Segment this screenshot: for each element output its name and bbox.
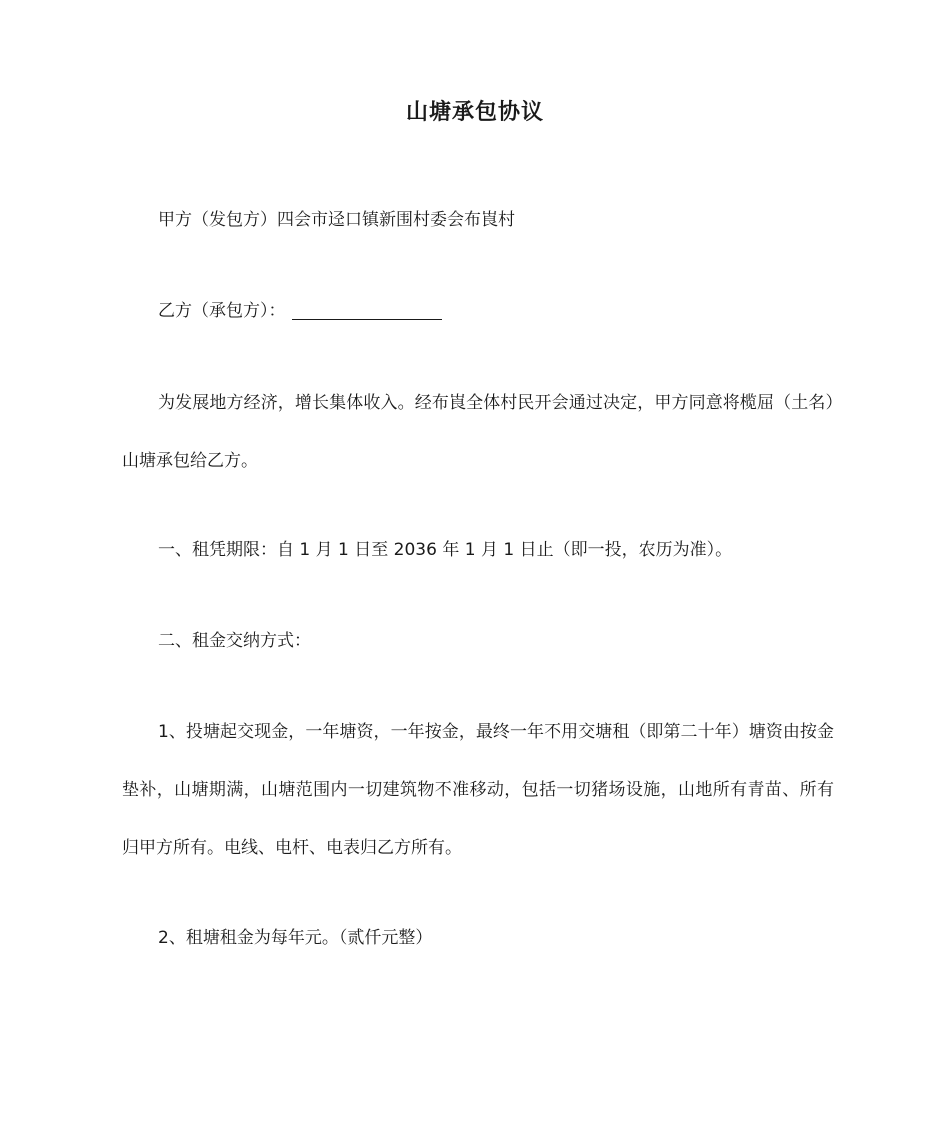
document-title: 山塘承包协议 <box>405 100 544 125</box>
party-b-line <box>122 282 834 340</box>
term-clause: 一、租凭期限：自 1 月 1 日至 2036 年 1 月 1 日止（即一投，农历为准）。 <box>158 540 733 560</box>
intro-paragraph: 为发展地方经济，增长集体收入。经布崀全体村民开会通过决定，甲方同意将榄屈（土名）山塘承包给乙方。 <box>122 393 834 471</box>
party-b-blank-line <box>292 299 442 320</box>
clause-2-paragraph: 2、租塘租金为每年元。（贰仟元整） <box>158 928 433 948</box>
clause-1-paragraph: 1、投塘起交现金，一年塘资，一年按金，最终一年不用交塘租（即第二十年）塘资由按金垫补，山塘期满，山塘范围内一切建筑物不准移动，包括一切猪场设施，山地所有青苗、所有归甲方所有。电线、电杆、电表归乙方所有。 <box>122 722 834 858</box>
rent-method-heading: 二、租金交纳方式： <box>158 631 311 651</box>
party-b-label: 乙方（承包方）： <box>158 301 286 321</box>
party-a-line: 甲方（发包方）四会市迳口镇新围村委会布崀村 <box>158 210 515 230</box>
